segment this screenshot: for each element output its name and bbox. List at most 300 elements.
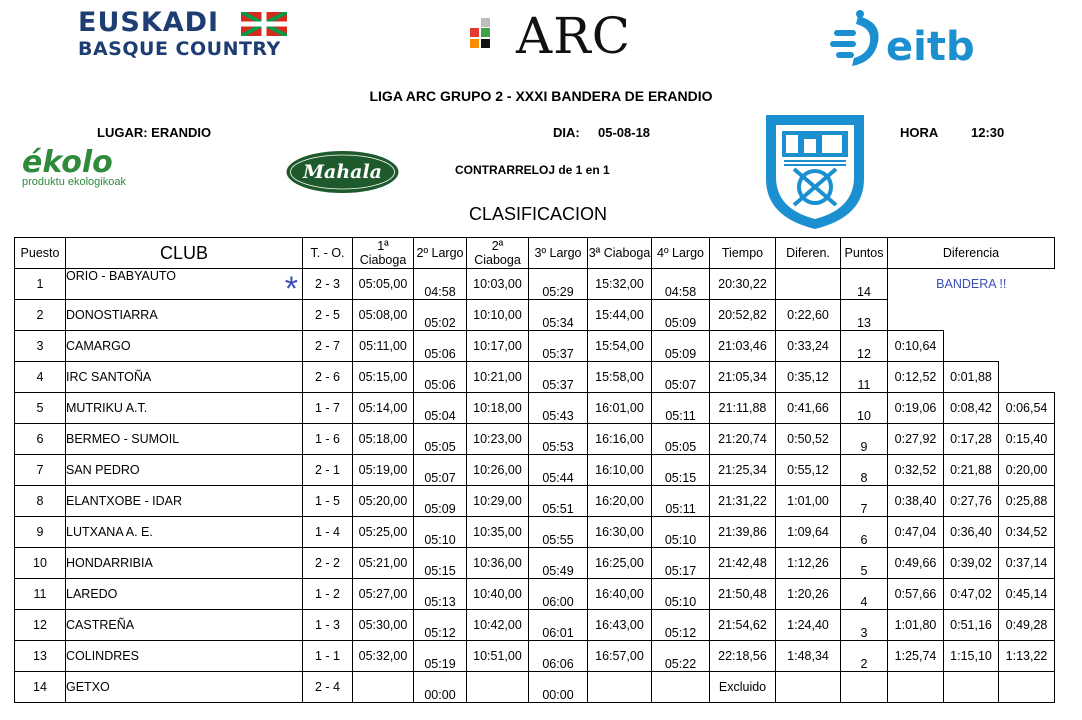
cell-l2	[414, 269, 467, 300]
cell-puntos-text: 9	[860, 440, 868, 454]
lutxana-shield-icon	[764, 113, 866, 231]
cell-l2	[414, 486, 467, 517]
cell-l4-text: 05:09	[664, 347, 697, 361]
cell-l3-text: 05:37	[542, 378, 574, 392]
cell-l3-text: 05:37	[542, 347, 574, 361]
cell-diferencia-2: 0:47,02	[944, 579, 999, 610]
cell-club-text: GETXO	[66, 680, 110, 694]
cell-diferen	[776, 424, 841, 455]
cell-to-text: 2 - 1	[314, 463, 340, 477]
cell-l4-text: 05:17	[664, 564, 697, 578]
cell-c1	[353, 517, 414, 548]
cell-diferen	[776, 641, 841, 672]
cell-diferen-text: 1:48,34	[787, 649, 829, 663]
cell-diferen	[776, 331, 841, 362]
cell-diferencia-1: 1:01,80	[888, 610, 944, 641]
table-row	[15, 672, 1055, 703]
dia-label: DIA:	[553, 125, 580, 140]
cell-l3-text: 00:00	[542, 688, 574, 702]
cell-puesto	[15, 579, 66, 610]
cell-c2	[467, 424, 529, 455]
mahala-text: Mahala	[303, 161, 382, 183]
col-ciaboga1: 1ª Ciaboga	[353, 238, 414, 269]
cell-c2-text: 10:29,00	[473, 494, 522, 508]
cell-l4-text: 05:05	[664, 440, 697, 454]
cell-tiempo	[710, 331, 776, 362]
cell-c1-text: 05:25,00	[358, 525, 408, 539]
cell-to-text: 1 - 2	[314, 587, 340, 601]
cell-club	[66, 672, 303, 703]
cell-tiempo-text: 22:18,56	[718, 649, 767, 663]
cell-c2-text: 10:10,00	[473, 308, 522, 322]
cell-l3	[529, 362, 588, 393]
cell-to-text: 1 - 4	[314, 525, 340, 539]
cell-diferencia-1: 0:12,52	[888, 362, 944, 393]
cell-c2	[467, 455, 529, 486]
cell-puesto	[15, 393, 66, 424]
cell-puesto-text: 3	[36, 339, 44, 353]
cell-c3	[588, 517, 652, 548]
col-diferencia: Diferencia	[888, 238, 1055, 269]
cell-to	[303, 579, 353, 610]
cell-club-text: DONOSTIARRA	[66, 308, 158, 322]
cell-l2	[414, 548, 467, 579]
cell-c2-text: 10:35,00	[473, 525, 522, 539]
cell-diferen	[776, 486, 841, 517]
cell-puesto-text: 8	[36, 494, 44, 508]
cell-diferencia-3	[999, 300, 1055, 331]
cell-l2-text: 05:13	[424, 595, 456, 609]
cell-club	[66, 610, 303, 641]
cell-puesto	[15, 610, 66, 641]
cell-c1-text: 05:05,00	[358, 277, 408, 291]
cell-to-text: 1 - 6	[314, 432, 340, 446]
cell-diferencia-1: 0:32,52	[888, 455, 944, 486]
cell-c3	[588, 331, 652, 362]
cell-puesto-text: 12	[33, 618, 47, 632]
cell-c1	[353, 424, 414, 455]
cell-to-text: 2 - 5	[314, 308, 340, 322]
arc-squares-icon	[470, 18, 504, 52]
cell-puesto	[15, 269, 66, 300]
cell-diferencia-1: 0:10,64	[888, 331, 944, 362]
cell-l3	[529, 579, 588, 610]
cell-diferencia-1: 1:25,74	[888, 641, 944, 672]
cell-c2	[467, 517, 529, 548]
cell-l3	[529, 517, 588, 548]
cell-c1-text: 05:21,00	[358, 556, 408, 570]
ekolo-logo	[22, 145, 126, 188]
cell-diferen-text: 1:24,40	[787, 618, 829, 632]
cell-puesto	[15, 300, 66, 331]
cell-l4	[652, 424, 710, 455]
cell-tiempo	[710, 269, 776, 300]
cell-l4-text: 05:11	[665, 409, 696, 423]
cell-l4-text: 05:11	[665, 502, 696, 516]
cell-diferencia-2: 0:17,28	[944, 424, 999, 455]
table-row	[15, 641, 1055, 672]
cell-tiempo	[710, 548, 776, 579]
col-puntos: Puntos	[841, 238, 888, 269]
cell-tiempo	[710, 486, 776, 517]
table-row	[15, 269, 1055, 300]
ikurrina-flag-icon	[241, 12, 287, 36]
cell-puntos	[841, 486, 888, 517]
cell-l2	[414, 362, 467, 393]
cell-puesto-text: 6	[36, 432, 44, 446]
cell-c2	[467, 393, 529, 424]
cell-puntos	[841, 455, 888, 486]
cell-c2-text: 10:36,00	[473, 556, 522, 570]
cell-diferen-text: 1:01,00	[787, 494, 829, 508]
cell-diferencia-3: 0:37,14	[999, 548, 1055, 579]
cell-diferen	[776, 548, 841, 579]
cell-l2-text: 05:02	[424, 316, 456, 330]
cell-puntos	[841, 517, 888, 548]
cell-c2	[467, 486, 529, 517]
cell-diferencia-1: 0:19,06	[888, 393, 944, 424]
cell-club	[66, 331, 303, 362]
cell-diferen	[776, 517, 841, 548]
cell-l2-text: 00:00	[424, 688, 456, 702]
cell-c3-text: 16:40,00	[595, 587, 644, 601]
cell-c2-text: 10:23,00	[473, 432, 522, 446]
cell-c3	[588, 579, 652, 610]
cell-club	[66, 300, 303, 331]
cell-puesto	[15, 672, 66, 703]
cell-puesto	[15, 641, 66, 672]
cell-diferencia-1	[888, 672, 944, 703]
table-row	[15, 579, 1055, 610]
cell-diferencia-3	[999, 362, 1055, 393]
cell-puesto	[15, 486, 66, 517]
cell-c3-text: 15:32,00	[595, 277, 644, 291]
cell-l4	[652, 300, 710, 331]
cell-puesto-text: 10	[33, 556, 47, 570]
cell-tiempo	[710, 641, 776, 672]
cell-tiempo	[710, 424, 776, 455]
table-row	[15, 300, 1055, 331]
cell-c1-text: 05:15,00	[358, 370, 408, 384]
cell-l3-text: 06:00	[542, 595, 574, 609]
cell-tiempo-text: 21:11,88	[718, 401, 767, 415]
arc-logo: ARC	[516, 7, 632, 65]
cell-to	[303, 548, 353, 579]
cell-c3	[588, 455, 652, 486]
lugar: LUGAR: ERANDIO	[97, 125, 212, 140]
cell-c1	[353, 579, 414, 610]
cell-club-text: ELANTXOBE - IDAR	[66, 494, 182, 508]
cell-diferen-text: 0:35,12	[787, 370, 829, 384]
cell-l3	[529, 548, 588, 579]
cell-diferencia-1	[888, 300, 944, 331]
col-largo3: 3º Largo	[529, 238, 588, 269]
cell-puntos	[841, 641, 888, 672]
cell-tiempo-text: 21:42,48	[718, 556, 767, 570]
cell-c1	[353, 548, 414, 579]
cell-c1	[353, 393, 414, 424]
cell-puesto-text: 2	[36, 308, 44, 322]
cell-club	[66, 641, 303, 672]
cell-diferencia-2	[944, 672, 999, 703]
cell-diferencia-3: 1:13,22	[999, 641, 1055, 672]
cell-tiempo-text: 21:05,34	[718, 370, 767, 384]
cell-club	[66, 548, 303, 579]
cell-l3	[529, 486, 588, 517]
cell-puntos	[841, 331, 888, 362]
cell-c1	[353, 455, 414, 486]
cell-to-text: 2 - 6	[314, 370, 340, 384]
table-row	[15, 548, 1055, 579]
cell-puntos-text: 4	[860, 595, 868, 609]
cell-diferencia-2: 0:27,76	[944, 486, 999, 517]
table-row	[15, 424, 1055, 455]
cell-club-text: MUTRIKU A.T.	[66, 401, 148, 415]
cell-l4-text: 05:10	[664, 533, 697, 547]
cell-c1-text: 05:27,00	[358, 587, 408, 601]
cell-l2-text: 04:58	[424, 285, 456, 299]
cell-diferencia-1: 0:38,40	[888, 486, 944, 517]
cell-c1	[353, 331, 414, 362]
cell-c2-text: 10:51,00	[473, 649, 522, 663]
cell-c1-text: 05:19,00	[358, 463, 408, 477]
cell-l4	[652, 362, 710, 393]
cell-to-text: 2 - 3	[314, 277, 340, 291]
cell-puesto-text: 14	[33, 680, 47, 694]
cell-club	[66, 424, 303, 455]
table-row	[15, 331, 1055, 362]
col-club: CLUB	[66, 238, 303, 269]
table-header-row	[15, 238, 1055, 269]
cell-c2-text: 10:26,00	[473, 463, 522, 477]
cell-diferencia-1: 0:49,66	[888, 548, 944, 579]
cell-tiempo-text: 20:52,82	[718, 308, 767, 322]
cell-puesto	[15, 548, 66, 579]
cell-diferencia-2: 0:01,88	[944, 362, 999, 393]
cell-club	[66, 486, 303, 517]
cell-l3	[529, 424, 588, 455]
table-row	[15, 517, 1055, 548]
cell-tiempo-text: 21:39,86	[718, 525, 767, 539]
cell-l4	[652, 672, 710, 703]
table-row	[15, 486, 1055, 517]
cell-diferencia-2	[944, 331, 999, 362]
cell-club	[66, 269, 303, 308]
cell-c1	[353, 486, 414, 517]
cell-to	[303, 672, 353, 703]
cell-puesto	[15, 424, 66, 455]
cell-l2-text: 05:05	[424, 440, 456, 454]
cell-c2-text: 10:42,00	[473, 618, 522, 632]
col-ciaboga2: 2ª Ciaboga	[467, 238, 529, 269]
cell-puesto-text: 1	[36, 277, 44, 291]
cell-puntos-text: 5	[860, 564, 868, 578]
cell-c1	[353, 362, 414, 393]
cell-tiempo-text: 21:25,34	[718, 463, 767, 477]
cell-c3-text: 16:16,00	[595, 432, 644, 446]
cell-l4	[652, 610, 710, 641]
cell-c3-text: 16:20,00	[595, 494, 644, 508]
cell-c3	[588, 486, 652, 517]
cell-l3-text: 05:55	[542, 533, 574, 547]
cell-l2-text: 05:06	[424, 378, 456, 392]
cell-to	[303, 269, 353, 300]
cell-to	[303, 424, 353, 455]
cell-to-text: 1 - 3	[314, 618, 340, 632]
cell-l4-text: 05:07	[664, 378, 697, 392]
cell-to	[303, 331, 353, 362]
cell-puesto	[15, 517, 66, 548]
cell-diferen-text: 1:12,26	[787, 556, 829, 570]
cell-diferencia-2: 1:15,10	[944, 641, 999, 672]
cell-puntos	[841, 672, 888, 703]
cell-diferencia-2: 0:21,88	[944, 455, 999, 486]
cell-diferen-text: 1:09,64	[787, 525, 829, 539]
cell-diferencia-2: 0:39,02	[944, 548, 999, 579]
cell-tiempo	[710, 672, 776, 703]
dia-value: 05-08-18	[598, 125, 651, 140]
cell-c2-text: 10:18,00	[473, 401, 522, 415]
cell-c2-text: 10:17,00	[473, 339, 522, 353]
cell-c1-text: 05:08,00	[358, 308, 408, 322]
cell-c1-text: 05:30,00	[358, 618, 408, 632]
cell-puesto	[15, 362, 66, 393]
cell-diferen	[776, 672, 841, 703]
cell-l4	[652, 579, 710, 610]
cell-l4	[652, 641, 710, 672]
cell-l4-text: 05:22	[664, 657, 697, 671]
cell-diferencia-3: 0:25,88	[999, 486, 1055, 517]
cell-club	[66, 393, 303, 424]
table-row	[15, 393, 1055, 424]
cell-diferencia-2: 0:08,42	[944, 393, 999, 424]
cell-l2-text: 05:12	[424, 626, 456, 640]
cell-c3-text: 15:58,00	[595, 370, 644, 384]
cell-l3	[529, 610, 588, 641]
cell-l4	[652, 269, 710, 300]
cell-c3-text: 16:01,00	[595, 401, 644, 415]
cell-to-text: 1 - 5	[314, 494, 340, 508]
cell-club-text: BERMEO - SUMOIL	[66, 432, 180, 446]
cell-l4	[652, 393, 710, 424]
cell-tiempo	[710, 610, 776, 641]
cell-puntos	[841, 548, 888, 579]
cell-c3	[588, 269, 652, 300]
page-title: LIGA ARC GRUPO 2 - XXXI BANDERA DE ERANDIO	[369, 88, 713, 104]
col-puesto: Puesto	[15, 238, 66, 269]
cell-diferen-text: 0:22,60	[787, 308, 829, 322]
cell-diferencia-2: 0:36,40	[944, 517, 999, 548]
cell-l4	[652, 455, 710, 486]
results-table	[14, 237, 1055, 703]
cell-c2	[467, 269, 529, 300]
bandera-label: BANDERA !!	[936, 277, 1007, 292]
table-row	[15, 610, 1055, 641]
cell-c1	[353, 610, 414, 641]
cell-puntos	[841, 300, 888, 331]
cell-diferen	[776, 269, 841, 300]
cell-to	[303, 300, 353, 331]
cell-c1-text: 05:20,00	[358, 494, 408, 508]
cell-club-text: SAN PEDRO	[66, 463, 140, 477]
cell-club	[66, 517, 303, 548]
cell-to	[303, 641, 353, 672]
col-largo4: 4º Largo	[652, 238, 710, 269]
cell-diferen	[776, 393, 841, 424]
cell-club	[66, 362, 303, 393]
cell-tiempo	[710, 300, 776, 331]
cell-puntos	[841, 362, 888, 393]
cell-l3	[529, 331, 588, 362]
cell-puesto	[15, 455, 66, 486]
cell-l4	[652, 486, 710, 517]
cell-diferen-text: 0:50,52	[787, 432, 829, 446]
cell-club-text: COLINDRES	[66, 649, 139, 663]
star-icon: *	[284, 270, 298, 308]
cell-diferen-text: 1:20,26	[787, 587, 829, 601]
cell-l2	[414, 424, 467, 455]
cell-c2	[467, 579, 529, 610]
cell-tiempo	[710, 517, 776, 548]
cell-diferencia-3: 0:34,52	[999, 517, 1055, 548]
cell-c3-text: 15:44,00	[595, 308, 644, 322]
cell-l4-text: 05:12	[664, 626, 697, 640]
cell-tiempo	[710, 579, 776, 610]
cell-puntos	[841, 269, 888, 300]
cell-l3-text: 05:44	[542, 471, 574, 485]
cell-l2-text: 05:07	[424, 471, 456, 485]
cell-puntos-text: 8	[860, 471, 868, 485]
euskadi-line2: BASQUE COUNTRY	[78, 38, 281, 60]
cell-to	[303, 393, 353, 424]
cell-c1-text: 05:14,00	[358, 401, 408, 415]
col-diferen: Diferen.	[776, 238, 841, 269]
cell-l2	[414, 641, 467, 672]
cell-to	[303, 610, 353, 641]
cell-c3-text: 16:30,00	[595, 525, 644, 539]
cell-c3	[588, 300, 652, 331]
cell-tiempo-text: 21:54,62	[718, 618, 767, 632]
cell-club-text: CASTREÑA	[66, 618, 135, 632]
cell-c3	[588, 393, 652, 424]
cell-c1-text: 05:18,00	[358, 432, 408, 446]
cell-puntos-text: 14	[857, 285, 871, 299]
cell-puntos-text: 10	[857, 409, 871, 423]
cell-l4-text: 05:15	[664, 471, 697, 485]
col-tiempo: Tiempo	[710, 238, 776, 269]
table-row	[15, 455, 1055, 486]
cell-c2-text: 10:40,00	[473, 587, 522, 601]
cell-puntos-text: 11	[857, 378, 871, 392]
cell-l3	[529, 455, 588, 486]
cell-l4	[652, 548, 710, 579]
cell-c2-text: 10:03,00	[473, 277, 522, 291]
cell-c3	[588, 610, 652, 641]
cell-c3-text: 16:57,00	[595, 649, 644, 663]
contrarreloj-label: CONTRARRELOJ de 1 en 1	[455, 163, 610, 177]
cell-puntos	[841, 424, 888, 455]
cell-diferen	[776, 455, 841, 486]
cell-c1-text: 05:11,00	[359, 339, 407, 353]
cell-puntos-text: 3	[860, 626, 868, 640]
cell-diferen	[776, 579, 841, 610]
eitb-logo	[830, 8, 990, 70]
mahala-logo	[285, 150, 400, 194]
cell-to	[303, 486, 353, 517]
cell-l3-text: 06:01	[542, 626, 574, 640]
cell-l3	[529, 269, 588, 300]
cell-diferencia-3: 0:49,28	[999, 610, 1055, 641]
